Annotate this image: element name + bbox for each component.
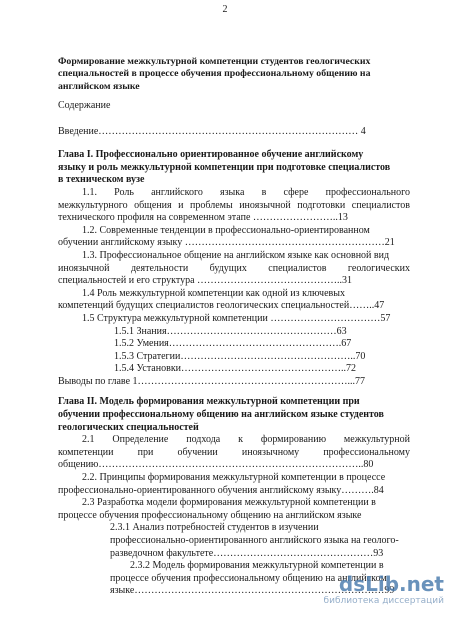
chapter-heading-line: Глава I. Профессионально ориентированное обучение английскому (58, 149, 364, 161)
toc-entry-1-2: 1.2. Современные тенденции в профессионально-ориентированном (82, 224, 370, 236)
toc-line: профессионально-ориентированного английского языка на геолого- (110, 535, 399, 546)
watermark-tagline: библиотека диссертаций (323, 596, 444, 606)
contents-heading: Содержание (58, 100, 111, 111)
toc-line: общению……………………………………………………………………..80 (58, 459, 374, 471)
toc-line: технического профиля на современном этапе ……………………..13 (58, 212, 348, 224)
toc-line: компетенции при обучении иноязычному профессиональному (58, 446, 410, 458)
toc-entry-2-3: 2.3 Разработка модели формирования межкультурной компетенции в (82, 497, 376, 509)
dslib-watermark (288, 573, 444, 607)
toc-line: процессе обучения профессиональному общению на английском (110, 572, 387, 584)
toc-entry-2-3-2: 2.3.2 Модель формирования межкультурной компетенции в (130, 560, 384, 572)
toc-line: межкультурного общения и проблемы иноязычной подготовки специалистов (58, 199, 410, 211)
toc-entry-1-3: 1.3. Профессиональное общение на английском языке как основной вид (82, 249, 390, 261)
toc-entry-introduction: Введение…………………………………………………………………… 4 (58, 125, 366, 137)
toc-entry-1-4: 1.4 Роль межкультурной компетенции как одной из ключевых (82, 287, 345, 299)
chapter-heading-line: обучении профессиональному общению на английском языке студентов (58, 409, 384, 421)
toc-entry-1-5-2: 1.5.2 Умения…………………………………………….67 (114, 338, 352, 350)
chapter-2-section (58, 396, 410, 598)
toc-entry-2-2: 2.2. Принципы формирования межкультурной компетенции в процессе (82, 472, 386, 484)
chapter-1-heading (58, 149, 410, 187)
toc-line: процессе обучения профессиональному общению на английском языке (58, 509, 362, 521)
toc-line: иноязычной деятельности будущих специалистов геологических (58, 262, 410, 274)
chapter-heading-line: Глава II. Модель формирования межкультурной компетенции при (58, 396, 360, 408)
title-line: Формирование межкультурной компетенции студентов геологических (58, 56, 371, 67)
toc-entry-1-1: 1.1. Роль английского языка в сфере профессионального (82, 186, 410, 198)
toc-line: разведочном факультете…………………………………………93 (110, 547, 384, 559)
page-number: 2 (222, 4, 228, 15)
chapter-heading-line: языку и роль межкультурной компетенции при подготовке специалистов (58, 161, 391, 173)
toc-line: профессионально-ориентированного обучения английскому языку……….84 (58, 484, 384, 496)
watermark-logo: dsLib.net (338, 572, 444, 596)
toc-entry-chapter-1-conclusions: Выводы по главе 1………………………………………………………...77 (58, 375, 366, 387)
toc-entry-2-3-1: 2.3.1 Анализ потребностей студентов в изучении (110, 522, 319, 534)
toc-entry-1-5: 1.5 Структура межкультурной компетенции ……………………………57 (82, 312, 391, 324)
dissertation-title (58, 56, 410, 93)
toc-entry-2-1: 2.1 Определение подхода к формированию межкультурной (82, 434, 410, 446)
toc-line: компетенций будущих специалистов геологических специальностей……..47 (58, 300, 385, 312)
toc-line: языке…………………………………………………………………99 (110, 585, 395, 597)
toc-entry-1-5-3: 1.5.3 Стратегии……………………………………………..70 (114, 350, 366, 362)
toc-entry-1-5-4: 1.5.4 Установки…………………………………………..72 (114, 363, 357, 375)
toc-line: специальностей и его структура ……………………………………..31 (58, 275, 353, 287)
chapter-heading-line: геологических специальностей (58, 421, 199, 433)
toc-line: обучении английскому языку ……………………………………………………21 (58, 237, 395, 249)
chapter-1-section (58, 149, 410, 388)
toc-entry-1-5-1: 1.5.1 Знания……………………………………………63 (114, 325, 347, 337)
title-line: специальностей в процессе обучения профессиональному общению на (58, 68, 371, 80)
chapter-heading-line: в техническом вузе (58, 174, 145, 186)
title-line: английском языке (58, 80, 140, 92)
table-of-contents (58, 100, 410, 598)
chapter-2-heading (58, 396, 410, 434)
